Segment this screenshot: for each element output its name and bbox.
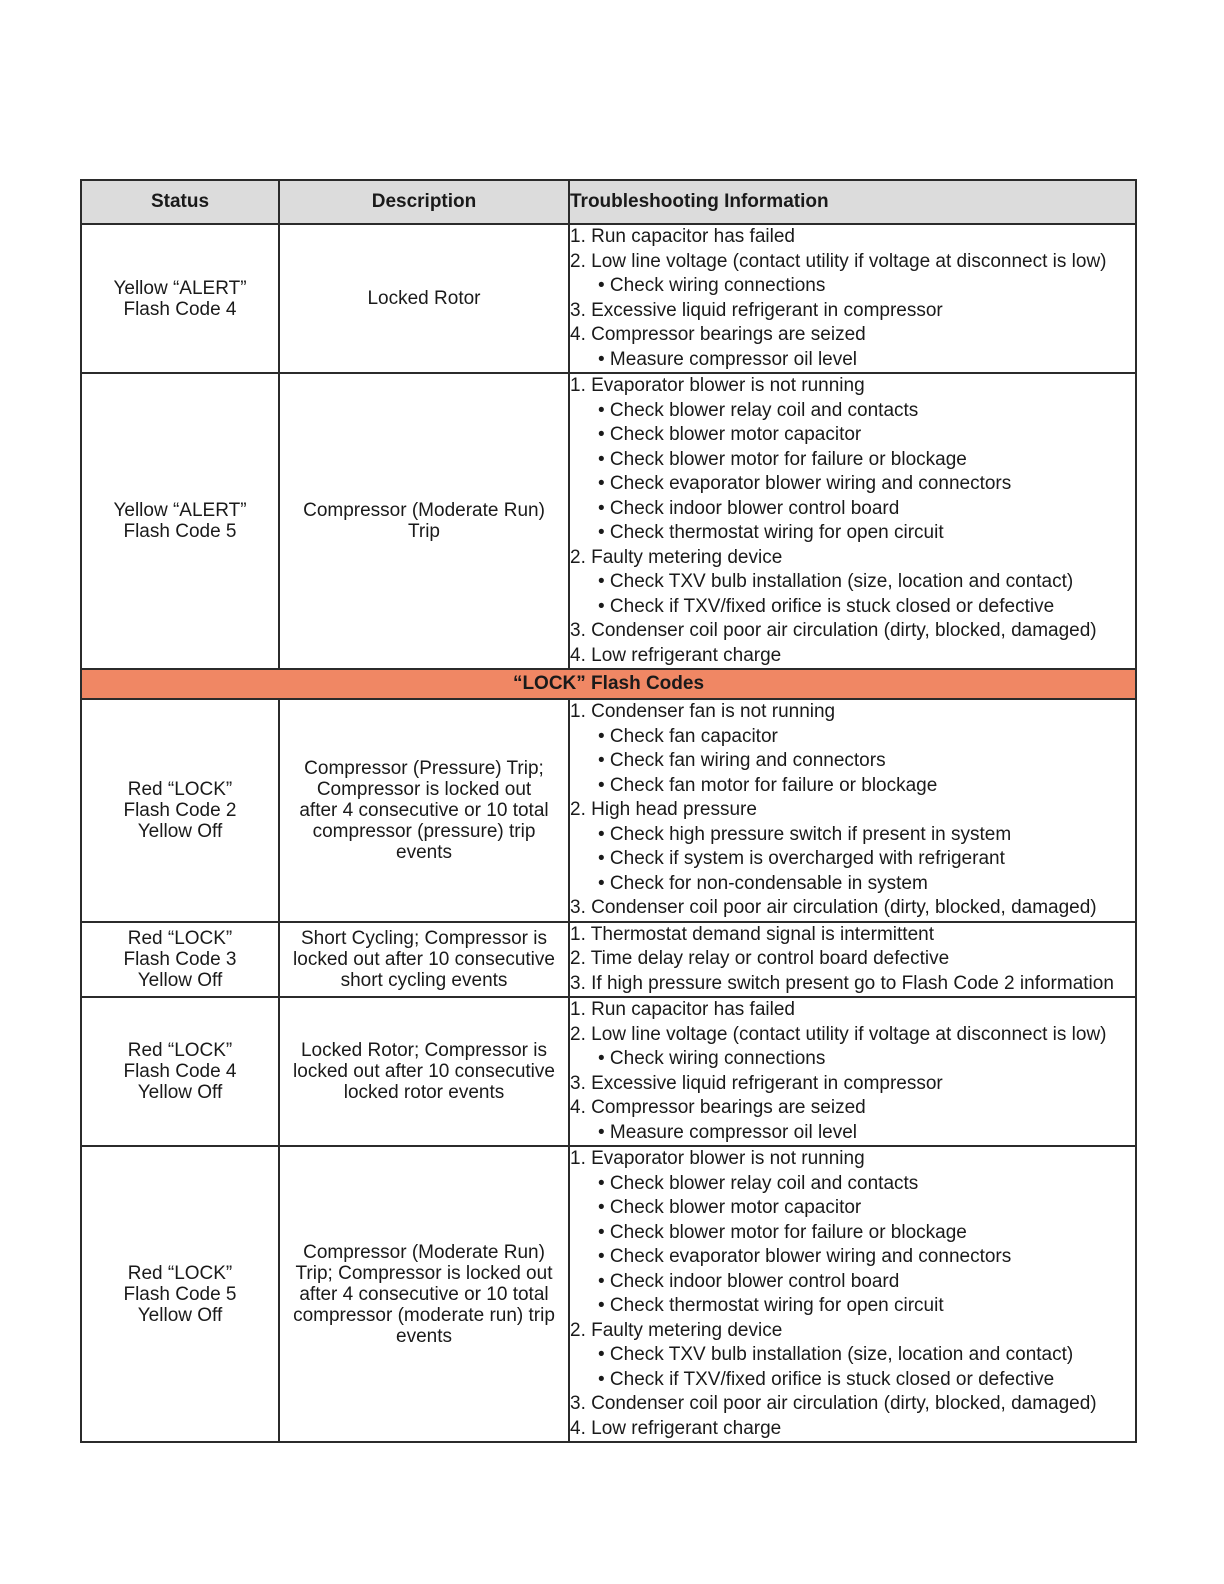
cause-item: 4. Low refrigerant charge — [570, 1417, 782, 1439]
table-row — [81, 1146, 1136, 1442]
description-cell: Short Cycling; Compressor is locked out after 10 consecutive short cycling events — [279, 922, 569, 998]
cause-item: 1. Condenser fan is not running — [570, 701, 836, 722]
check-item: • Check evaporator blower wiring and connectors — [598, 473, 1012, 494]
check-item: • Measure compressor oil level — [598, 1121, 858, 1143]
description-cell: Locked Rotor; Compressor is locked out after 10 consecutive locked rotor events — [279, 997, 569, 1146]
cause-item: 1. Thermostat demand signal is intermittent — [570, 923, 934, 945]
cause-item: 2. Low line voltage (contact utility if voltage at disconnect is low) — [570, 1023, 1107, 1045]
cause-item: 3. Excessive liquid refrigerant in compressor — [570, 1072, 943, 1094]
check-item: • Check high pressure switch if present in system — [598, 823, 1012, 845]
troubleshooting-cell — [569, 373, 1136, 669]
check-item: • Check blower relay coil and contacts — [598, 1172, 919, 1194]
cause-item: 3. If high pressure switch present go to Flash Code 2 information — [570, 972, 1114, 994]
section-title: “LOCK” Flash Codes — [81, 669, 1136, 699]
check-item: • Check fan motor for failure or blockage — [598, 774, 938, 796]
cause-item: 3. Condenser coil poor air circulation (dirty, blocked, damaged) — [570, 1393, 1097, 1414]
cause-item: 4. Compressor bearings are seized — [570, 1097, 866, 1118]
check-item: • Check indoor blower control board — [598, 1270, 900, 1292]
cause-item: 2. Faulty metering device — [570, 546, 783, 568]
troubleshooting-table — [80, 179, 1137, 1443]
status-cell: Yellow “ALERT” Flash Code 5 — [81, 373, 279, 669]
troubleshooting-cell — [569, 224, 1136, 373]
troubleshooting-cell — [569, 997, 1136, 1146]
cause-item: 1. Evaporator blower is not running — [570, 375, 865, 396]
description-cell: Locked Rotor — [279, 224, 569, 373]
header-troubleshooting: Troubleshooting Information — [569, 180, 1136, 224]
cause-item: 4. Compressor bearings are seized — [570, 324, 866, 345]
check-item: • Check evaporator blower wiring and connectors — [598, 1246, 1012, 1267]
header-status: Status — [81, 180, 279, 224]
check-item: • Check if TXV/fixed orifice is stuck closed or defective — [598, 595, 1055, 617]
table-row — [81, 997, 1136, 1146]
header-description: Description — [279, 180, 569, 224]
table-row — [81, 699, 1136, 922]
cause-item: 1. Run capacitor has failed — [570, 999, 795, 1020]
check-item: • Check fan capacitor — [598, 725, 778, 747]
check-item: • Check TXV bulb installation (size, location and contact) — [598, 571, 1074, 592]
cause-item: 2. Faulty metering device — [570, 1319, 783, 1341]
header-row — [81, 180, 1136, 224]
check-item: • Check TXV bulb installation (size, location and contact) — [598, 1344, 1074, 1365]
table-row — [81, 373, 1136, 669]
check-item: • Check blower motor capacitor — [598, 424, 862, 445]
troubleshooting-cell — [569, 922, 1136, 998]
cause-item: 4. Low refrigerant charge — [570, 644, 782, 666]
table-row — [81, 922, 1136, 998]
description-cell: Compressor (Moderate Run) Trip; Compressor is locked out after 4 consecutive or 10 total compressor (moderate run) trip events — [279, 1146, 569, 1442]
cause-item: 3. Condenser coil poor air circulation (dirty, blocked, damaged) — [570, 620, 1097, 641]
check-item: • Check thermostat wiring for open circuit — [598, 1295, 944, 1316]
cause-item: 1. Run capacitor has failed — [570, 226, 795, 247]
check-item: • Check blower relay coil and contacts — [598, 399, 919, 421]
cause-item: 3. Condenser coil poor air circulation (dirty, blocked, damaged) — [570, 897, 1097, 918]
check-item: • Check blower motor capacitor — [598, 1197, 862, 1218]
check-item: • Check thermostat wiring for open circuit — [598, 522, 944, 543]
check-item: • Check blower motor for failure or blockage — [598, 448, 967, 470]
check-item: • Check if system is overcharged with refrigerant — [598, 848, 1005, 869]
cause-item: 2. Time delay relay or control board defective — [570, 948, 950, 969]
status-cell: Red “LOCK” Flash Code 5 Yellow Off — [81, 1146, 279, 1442]
check-item: • Check if TXV/fixed orifice is stuck closed or defective — [598, 1368, 1055, 1390]
troubleshooting-cell — [569, 699, 1136, 922]
table-row — [81, 224, 1136, 373]
status-cell: Red “LOCK” Flash Code 4 Yellow Off — [81, 997, 279, 1146]
cause-item: 2. High head pressure — [570, 799, 757, 820]
section-row — [81, 669, 1136, 699]
status-cell: Red “LOCK” Flash Code 2 Yellow Off — [81, 699, 279, 922]
status-cell: Yellow “ALERT” Flash Code 4 — [81, 224, 279, 373]
check-item: • Check for non-condensable in system — [598, 872, 928, 894]
check-item: • Check wiring connections — [598, 1048, 826, 1069]
check-item: • Check fan wiring and connectors — [598, 750, 886, 771]
cause-item: 2. Low line voltage (contact utility if voltage at disconnect is low) — [570, 250, 1107, 272]
check-item: • Check wiring connections — [598, 275, 826, 296]
troubleshooting-cell — [569, 1146, 1136, 1442]
check-item: • Measure compressor oil level — [598, 348, 858, 370]
cause-item: 1. Evaporator blower is not running — [570, 1148, 865, 1169]
description-cell: Compressor (Pressure) Trip; Compressor is locked out after 4 consecutive or 10 total compressor (pressure) trip events — [279, 699, 569, 922]
description-cell: Compressor (Moderate Run) Trip — [279, 373, 569, 669]
cause-item: 3. Excessive liquid refrigerant in compressor — [570, 299, 943, 321]
check-item: • Check blower motor for failure or blockage — [598, 1221, 967, 1243]
status-cell: Red “LOCK” Flash Code 3 Yellow Off — [81, 922, 279, 998]
check-item: • Check indoor blower control board — [598, 497, 900, 519]
